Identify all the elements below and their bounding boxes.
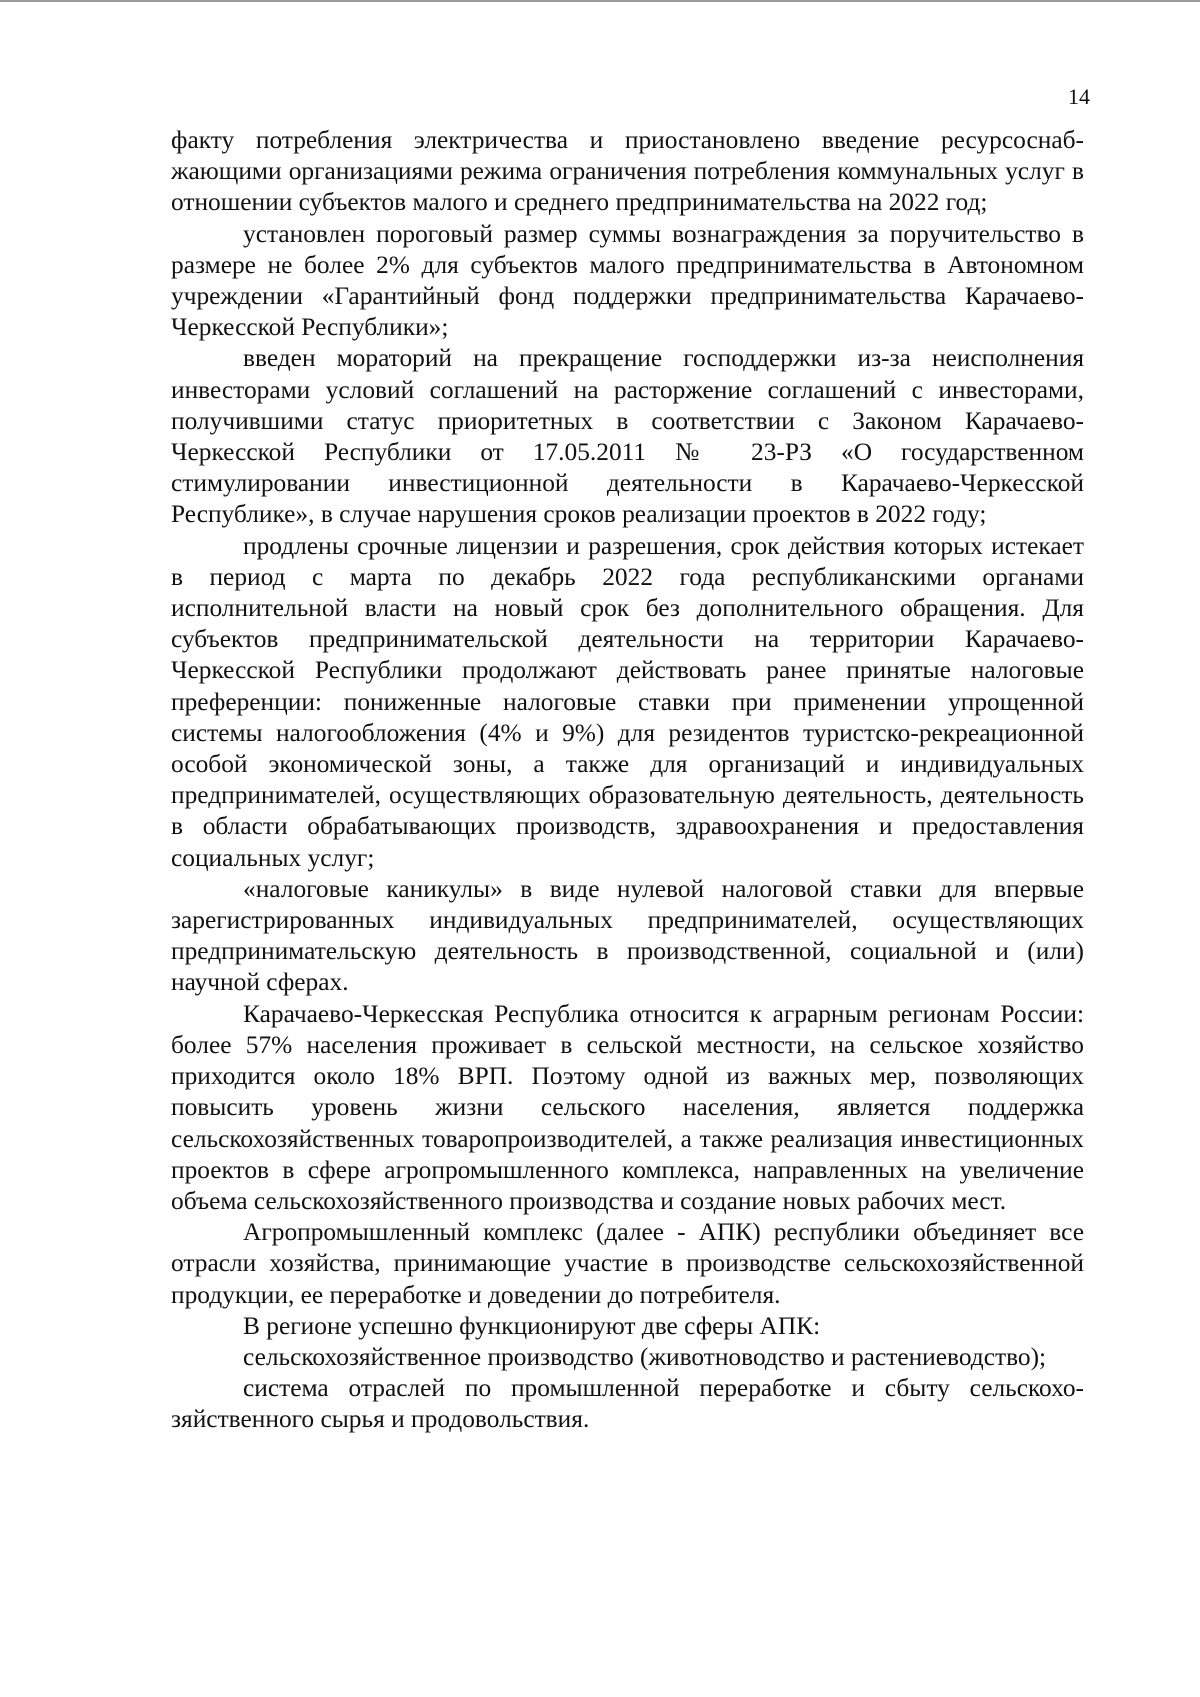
paragraph-guarantee-fee: установлен пороговый размер суммы вознаграждения за поручительство в размере не более 2% для субъектов малого предпринимательства в Автономном учреждении «Гарантийный фонд поддержки предпринимательства Карачаево-Черкесской Республики»; (171, 219, 1084, 342)
paragraph-continuation: факту потребления электричества и приостановлено введение ресурсоснабжающими организациями режима ограничения потребления коммунальных услуг в отношении субъектов малого и среднего предпринимательства на 2022 год; (171, 126, 1084, 217)
paragraph-agrarian-region: Карачаево-Черкесская Республика относится к аграрным регионам России: более 57% населения проживает в сельской местности, на сельское хозяйство приходится около 18% ВРП. Поэтому одной из важных мер, позволяющих повысить уровень жизни сельского населения, является поддержка сельскохозяйственных товаропроизводителей, а также реализация инвестиционных проектов в сфере агропромышленного комплекса, направленных на увеличение объема сельскохозяйственного производства и создание новых рабочих мест. (171, 999, 1084, 1215)
paragraph-agricultural-production: сельскохозяйственное производство (животноводство и растениеводство); (243, 1342, 1047, 1371)
document-body (171, 125, 1084, 1436)
paragraph-moratorium: введен мораторий на прекращение господдержки из-за неисполнения инвесторами условий соглашений на расторжение соглашений с инвесторами, получившими статус приоритетных в соответствии с Законом Карачаево-Черкесской Республики от 17.05.2011 № 23-РЗ «О государственном стимулировании инвестиционной деятельности в Карачаево-Черкесской Республике», в случае нарушения сроков реализации проектов в 2022 году; (171, 344, 1084, 529)
top-scan-edge (0, 0, 1200, 2)
paragraph-apk-definition: Агропромышленный комплекс (далее - АПК) республики объединяет все отрасли хозяйства, принимающие участие в производстве сельскохозяйственной продукции, ее переработке и доведении до потребителя. (171, 1218, 1084, 1309)
paragraph-apk-spheres: В регионе успешно функционируют две сферы АПК: (243, 1311, 821, 1340)
paragraph-licenses-extension: продлены срочные лицензии и разрешения, срок действия которых истекает в период с марта по декабрь 2022 года республиканскими органами исполнительной власти на новый срок без дополнительного обращения. Для субъектов предпринимательской деятельности на территории Карачаево-Черкесской Республики продолжают действовать ранее принятые налоговые преференции: пониженные налоговые ставки при применении упрощенной системы налогообложения (4% и 9%) для резидентов туристско-рекреационной особой экономической зоны, а также для организаций и индивидуальных предпринимателей, осуществляющих образовательную деятельность, деятельность в области обрабатывающих производств, здравоохранения и предоставления социальных услуг; (171, 531, 1084, 872)
paragraph-tax-holidays: «налоговые каникулы» в виде нулевой налоговой ставки для впервые зарегистрированных индивидуальных предпринимателей, осуществляющих предпринимательскую деятельность в производственной, социальной и (или) научной сферах. (171, 874, 1084, 997)
page-number: 14 (1068, 84, 1090, 109)
paragraph-processing-system: система отраслей по промышленной переработке и сбыту сельскохозяйственного сырья и продовольствия. (171, 1374, 1084, 1434)
